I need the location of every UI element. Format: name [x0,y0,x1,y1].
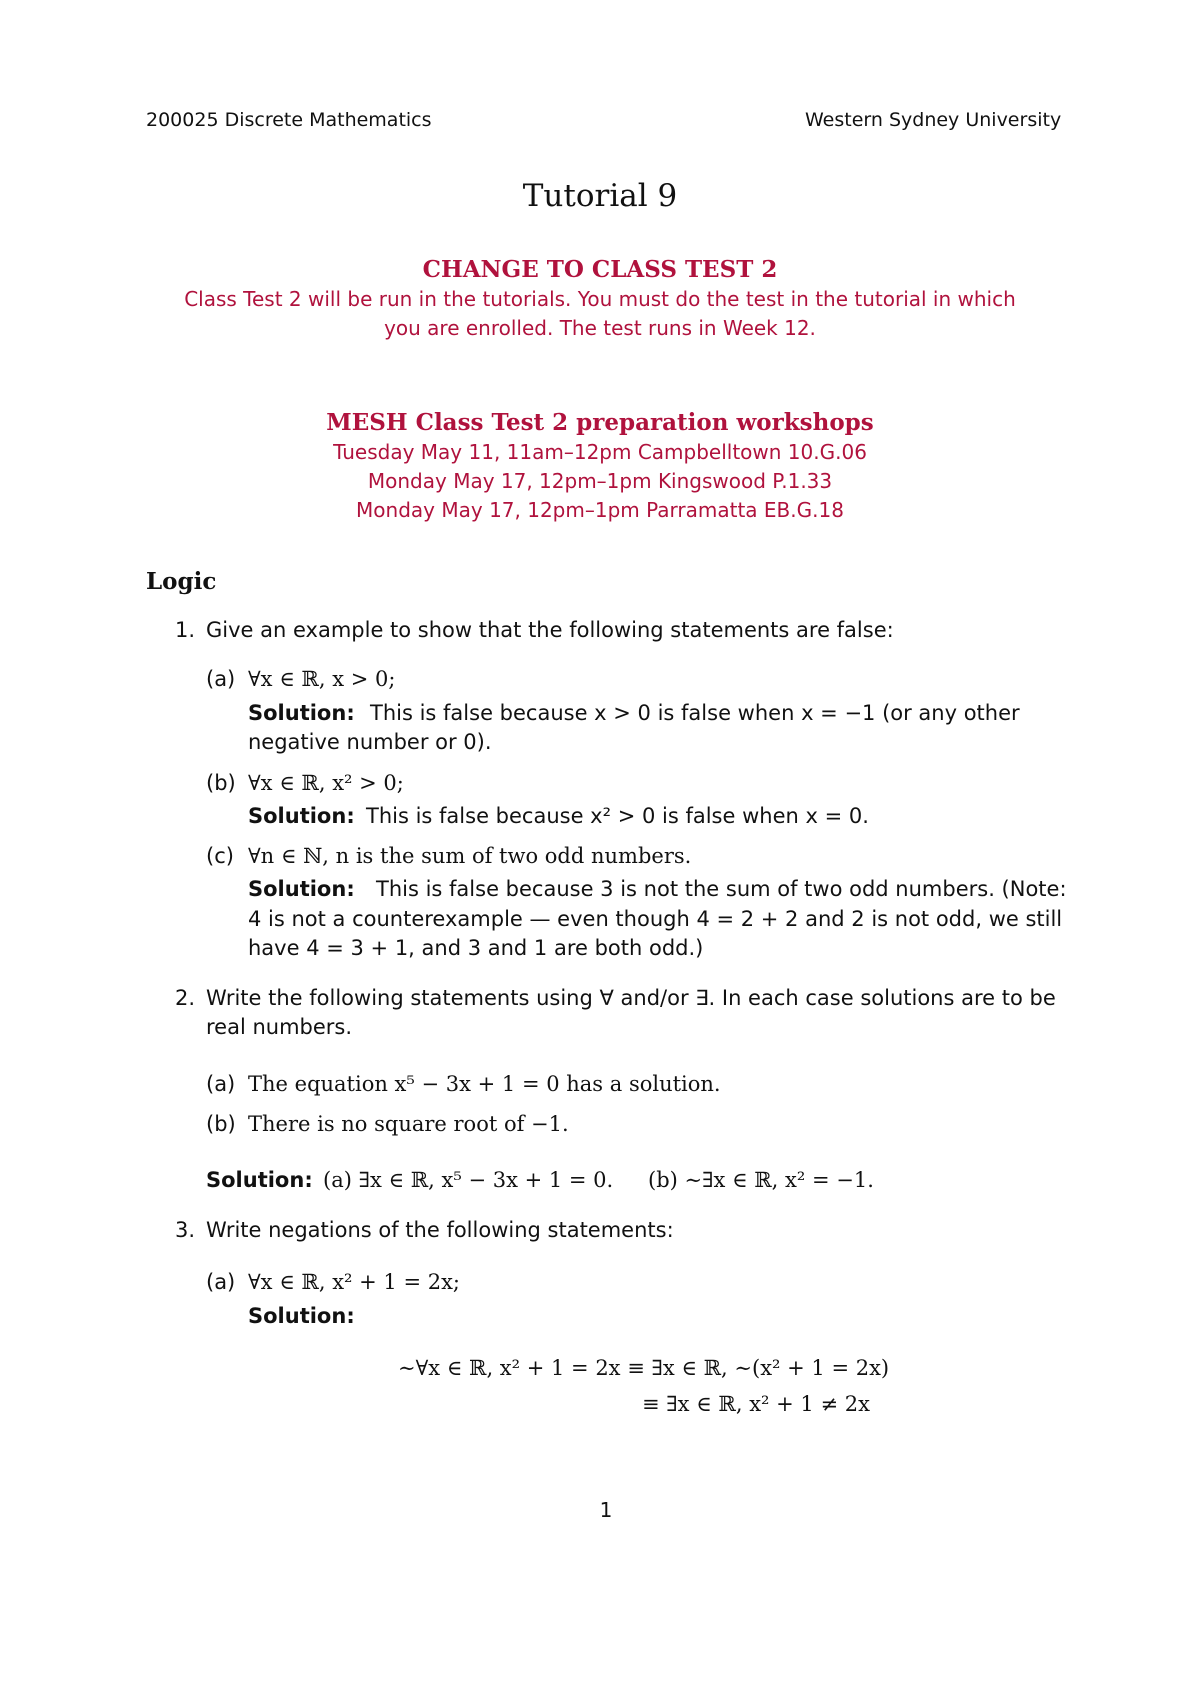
workshop-session-1: Tuesday May 11, 11am–12pm Campbelltown 10.G.06 [333,440,867,464]
question-1a-statement: ∀x ∈ ℝ, x > 0; [248,667,396,691]
question-1a-solution-line-1: This is false because x > 0 is false when x = −1 (or any other [370,701,1020,725]
question-2b-label: (b) [206,1112,236,1136]
question-1-prompt: Give an example to show that the following statements are false: [206,618,894,642]
question-1c-solution-line-2: 4 is not a counterexample — even though 4 = 2 + 2 and 2 is not odd, we still [248,907,1063,931]
question-2-prompt-line-2: real numbers. [206,1015,353,1039]
question-1c-label: (c) [206,844,234,868]
page-number: 1 [599,1498,613,1522]
course-header: 200025 Discrete Mathematics [146,109,432,131]
workshops-heading: MESH Class Test 2 preparation workshops [326,409,874,436]
notice-line-2: you are enrolled. The test runs in Week 12. [384,316,816,340]
question-3a-solution-label: Solution: [248,1304,355,1328]
question-3a-label: (a) [206,1270,236,1294]
question-2-prompt-line-1: Write the following statements using ∀ and/or ∃. In each case solutions are to be [206,986,1056,1010]
question-2-number: 2. [175,986,196,1010]
question-3-prompt: Write negations of the following statements: [206,1218,674,1242]
question-3a-display-line-1: ∼∀x ∈ ℝ, x² + 1 = 2x ≡ ∃x ∈ ℝ, ∼(x² + 1 = 2x) [398,1356,890,1380]
question-1b-label: (b) [206,771,236,795]
question-1a-label: (a) [206,667,236,691]
question-1-number: 1. [175,618,196,642]
question-3a-statement: ∀x ∈ ℝ, x² + 1 = 2x; [248,1270,461,1294]
notice-line-1: Class Test 2 will be run in the tutorials. You must do the test in the tutorial in which [184,287,1016,311]
question-2-solution-label: Solution: [206,1168,313,1192]
notice-heading: CHANGE TO CLASS TEST 2 [422,256,778,283]
question-2a-statement: The equation x⁵ − 3x + 1 = 0 has a solution. [248,1072,721,1096]
question-1c-solution-line-1: This is false because 3 is not the sum of two odd numbers. (Note: [376,877,1067,901]
question-1a-solution-label: Solution: [248,701,355,725]
question-1c-solution-label: Solution: [248,877,355,901]
question-1b-solution-line-1: This is false because x² > 0 is false when x = 0. [366,804,869,828]
section-logic: Logic [146,568,217,595]
page-title: Tutorial 9 [522,178,678,214]
question-2-solution-a: (a) ∃x ∈ ℝ, x⁵ − 3x + 1 = 0. [323,1168,614,1192]
question-3-number: 3. [175,1218,196,1242]
question-3a-display-line-2: ≡ ∃x ∈ ℝ, x² + 1 ≠ 2x [642,1392,870,1416]
workshop-session-2: Monday May 17, 12pm–1pm Kingswood P.1.33 [367,469,833,493]
question-1b-statement: ∀x ∈ ℝ, x² > 0; [248,771,404,795]
question-1b-solution-label: Solution: [248,804,355,828]
workshop-session-3: Monday May 17, 12pm–1pm Parramatta EB.G.18 [356,498,844,522]
question-1c-solution-line-3: have 4 = 3 + 1, and 3 and 1 are both odd.) [248,936,704,960]
institution-header: Western Sydney University [805,109,1062,131]
question-1a-solution-line-2: negative number or 0). [248,730,492,754]
question-1c-statement: ∀n ∈ ℕ, n is the sum of two odd numbers. [248,844,692,868]
question-2a-label: (a) [206,1072,236,1096]
question-2-solution-b: (b) ∼∃x ∈ ℝ, x² = −1. [648,1168,874,1192]
question-2b-statement: There is no square root of −1. [248,1112,569,1136]
